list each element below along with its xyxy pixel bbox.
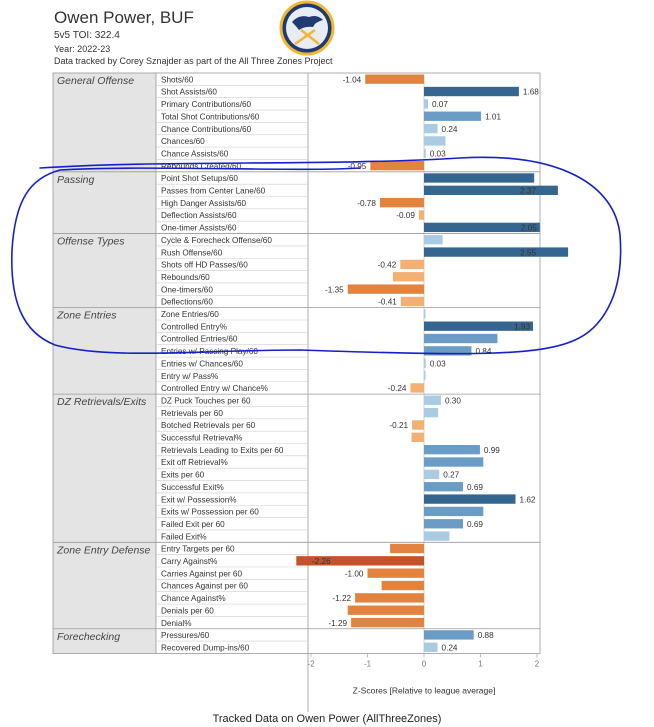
data-label: -0.42 — [377, 260, 397, 270]
metric-label: Chance Contributions/60 — [161, 124, 252, 134]
bar — [401, 297, 424, 306]
data-label: 0.03 — [429, 359, 446, 369]
metric-label: Entry Targets per 60 — [161, 544, 235, 554]
data-label: 1.62 — [519, 495, 536, 505]
metric-label: Zone Entries/60 — [161, 310, 219, 319]
x-axis-title: Z-Scores [Relative to league average] — [352, 685, 496, 696]
bar — [355, 593, 424, 602]
data-label: 0.27 — [443, 470, 460, 480]
group-label: Offense Types — [57, 235, 125, 248]
group-panel — [53, 394, 156, 542]
bar — [424, 643, 438, 652]
group-label: Forechecking — [57, 630, 121, 643]
metric-label: Primary Contributions/60 — [161, 100, 252, 110]
metric-label: Exit w/ Possession% — [161, 495, 237, 505]
page-title: Owen Power, BUF — [54, 8, 194, 27]
data-label: 0.24 — [441, 643, 458, 653]
group-label: DZ Retrievals/Exits — [57, 396, 147, 409]
metric-label: Denials per 60 — [161, 606, 214, 616]
data-label: -0.21 — [389, 421, 409, 431]
group-panel — [53, 73, 156, 172]
bar — [348, 284, 424, 293]
metric-label: Chances/60 — [161, 137, 205, 147]
metric-label: Botched Retrievals per 60 — [161, 421, 256, 431]
metric-label: Exits w/ Possession per 60 — [161, 507, 259, 517]
bar — [424, 112, 481, 121]
metric-label: Exit off Retrieval% — [161, 458, 228, 468]
metric-label: Shot Assists/60 — [161, 87, 217, 97]
metric-label: Denial% — [161, 618, 192, 628]
data-label: -1.00 — [344, 569, 364, 579]
group-label: General Offense — [57, 75, 135, 87]
bar — [424, 371, 426, 380]
bar — [424, 630, 474, 639]
data-label: 2.55 — [520, 248, 536, 258]
bar — [380, 198, 424, 207]
toi-label: 5v5 TOI: — [54, 30, 92, 41]
bar — [424, 482, 463, 491]
data-label: 0.07 — [431, 100, 448, 110]
bar — [424, 173, 534, 182]
bar — [424, 235, 443, 244]
bar — [424, 396, 441, 405]
data-label: 1.68 — [522, 87, 539, 97]
season-year: Year: 2022-23 — [54, 44, 111, 54]
metric-label: Entries w/ Passing Play/60 — [161, 347, 258, 357]
data-label: -2.26 — [312, 557, 331, 566]
bar — [393, 272, 424, 281]
data-label: -0.24 — [387, 384, 407, 394]
data-label: 2.05 — [520, 223, 537, 233]
data-credit: Data tracked by Corey Sznajder as part of the All Three Zones Project — [54, 56, 333, 66]
toi-value: 322.4 — [94, 30, 120, 41]
metric-label: Chance Against% — [161, 594, 226, 604]
metric-label: Controlled Entry% — [161, 322, 227, 332]
metric-label: Controlled Entry w/ Chance% — [161, 384, 268, 394]
bar — [424, 408, 438, 417]
data-label: -0.78 — [357, 198, 376, 208]
metric-label: Point Shot Setups/60 — [161, 174, 238, 184]
data-label: 0.84 — [475, 347, 492, 357]
metric-label: Shots/60 — [161, 75, 194, 85]
data-label: -0.95 — [347, 161, 367, 171]
bar — [424, 445, 480, 454]
metric-label: Retrievals per 60 — [161, 408, 223, 418]
metric-label: Chance Assists/60 — [161, 149, 229, 159]
bar — [424, 359, 426, 368]
metric-label: Failed Exit per 60 — [161, 519, 225, 529]
bar — [390, 544, 424, 553]
bar — [410, 383, 424, 392]
bar — [424, 247, 568, 256]
data-label: 0.03 — [429, 149, 446, 159]
data-label: -0.41 — [378, 297, 397, 307]
figure-caption: Tracked Data on Owen Power (AllThreeZones) — [212, 713, 442, 725]
bar — [370, 161, 424, 170]
x-tick-label: 1 — [478, 659, 483, 669]
metric-label: Carry Against% — [161, 557, 218, 566]
data-label: 0.24 — [441, 124, 458, 134]
data-label: 0.69 — [466, 519, 483, 529]
group-label: Zone Entry Defense — [57, 544, 151, 557]
bar — [412, 420, 424, 429]
data-label: 1.93 — [514, 322, 531, 332]
metric-label: Successful Retrieval% — [161, 433, 243, 443]
bar — [348, 606, 424, 615]
metric-label: High Danger Assists/60 — [161, 198, 247, 208]
metric-label: DZ Puck Touches per 60 — [161, 396, 251, 406]
bar — [424, 124, 438, 133]
bar — [382, 581, 424, 590]
bar — [424, 149, 426, 158]
data-label: 0.30 — [444, 396, 461, 406]
group-label: Passing — [57, 173, 95, 186]
x-tick-label: -1 — [363, 659, 372, 669]
metric-label: Rebounds Created/60 — [161, 161, 242, 171]
data-label: -1.22 — [332, 594, 352, 604]
metric-label: Chances Against per 60 — [161, 581, 248, 591]
metric-label: Carries Against per 60 — [161, 569, 243, 579]
metric-label: One-timer Assists/60 — [161, 223, 237, 233]
data-label: 1.01 — [485, 112, 502, 122]
metric-label: Failed Exit% — [161, 532, 207, 542]
bar — [365, 75, 424, 84]
metric-label: Entries w/ Chances/60 — [161, 359, 243, 369]
metric-label: Exits per 60 — [161, 470, 205, 480]
metric-label: Total Shot Contributions/60 — [161, 112, 260, 122]
x-tick-label: 2 — [534, 659, 540, 669]
bar — [424, 334, 497, 343]
data-label: -1.04 — [342, 75, 362, 85]
bar — [368, 569, 425, 578]
metric-label: Retrievals Leading to Exits per 60 — [161, 445, 284, 455]
data-label: -0.09 — [396, 211, 415, 221]
bar — [424, 470, 439, 479]
metric-label: Rush Offense/60 — [161, 248, 223, 258]
bar — [424, 99, 428, 108]
bar — [419, 210, 424, 219]
metric-label: One-timers/60 — [161, 285, 213, 295]
bar — [424, 457, 483, 466]
bar — [424, 186, 558, 195]
metric-label: Deflection Assists/60 — [161, 211, 237, 221]
metric-label: Successful Exit% — [161, 482, 224, 492]
metric-label: Passes from Center Lane/60 — [161, 186, 266, 196]
bar — [351, 618, 424, 627]
data-label: 2.37 — [520, 186, 536, 196]
bar — [424, 494, 516, 503]
bar — [412, 433, 424, 442]
metric-label: Entry w/ Pass% — [161, 371, 219, 381]
metric-label: Rebounds/60 — [161, 272, 210, 282]
data-label: -1.29 — [328, 618, 348, 628]
metric-label: Deflections/60 — [161, 297, 213, 307]
bar — [424, 136, 445, 145]
bar — [424, 507, 483, 516]
bar — [424, 531, 449, 540]
metric-label: Cycle & Forecheck Offense/60 — [161, 235, 272, 245]
data-label: -1.35 — [325, 285, 344, 295]
group-label: Zone Entries — [57, 309, 117, 322]
metric-label: Recovered Dump-ins/60 — [161, 643, 250, 653]
bar — [424, 519, 463, 528]
data-label: 0.69 — [466, 482, 483, 492]
bar — [424, 87, 519, 96]
bar — [424, 309, 426, 318]
data-label: 0.99 — [483, 445, 500, 455]
data-label: 0.88 — [477, 631, 494, 641]
x-tick-label: 0 — [421, 659, 427, 669]
x-tick-label: -2 — [307, 659, 315, 669]
metric-label: Shots off HD Passes/60 — [161, 260, 248, 270]
metric-label: Controlled Entries/60 — [161, 334, 238, 344]
bar — [400, 260, 424, 269]
metric-label: Pressures/60 — [161, 631, 210, 641]
